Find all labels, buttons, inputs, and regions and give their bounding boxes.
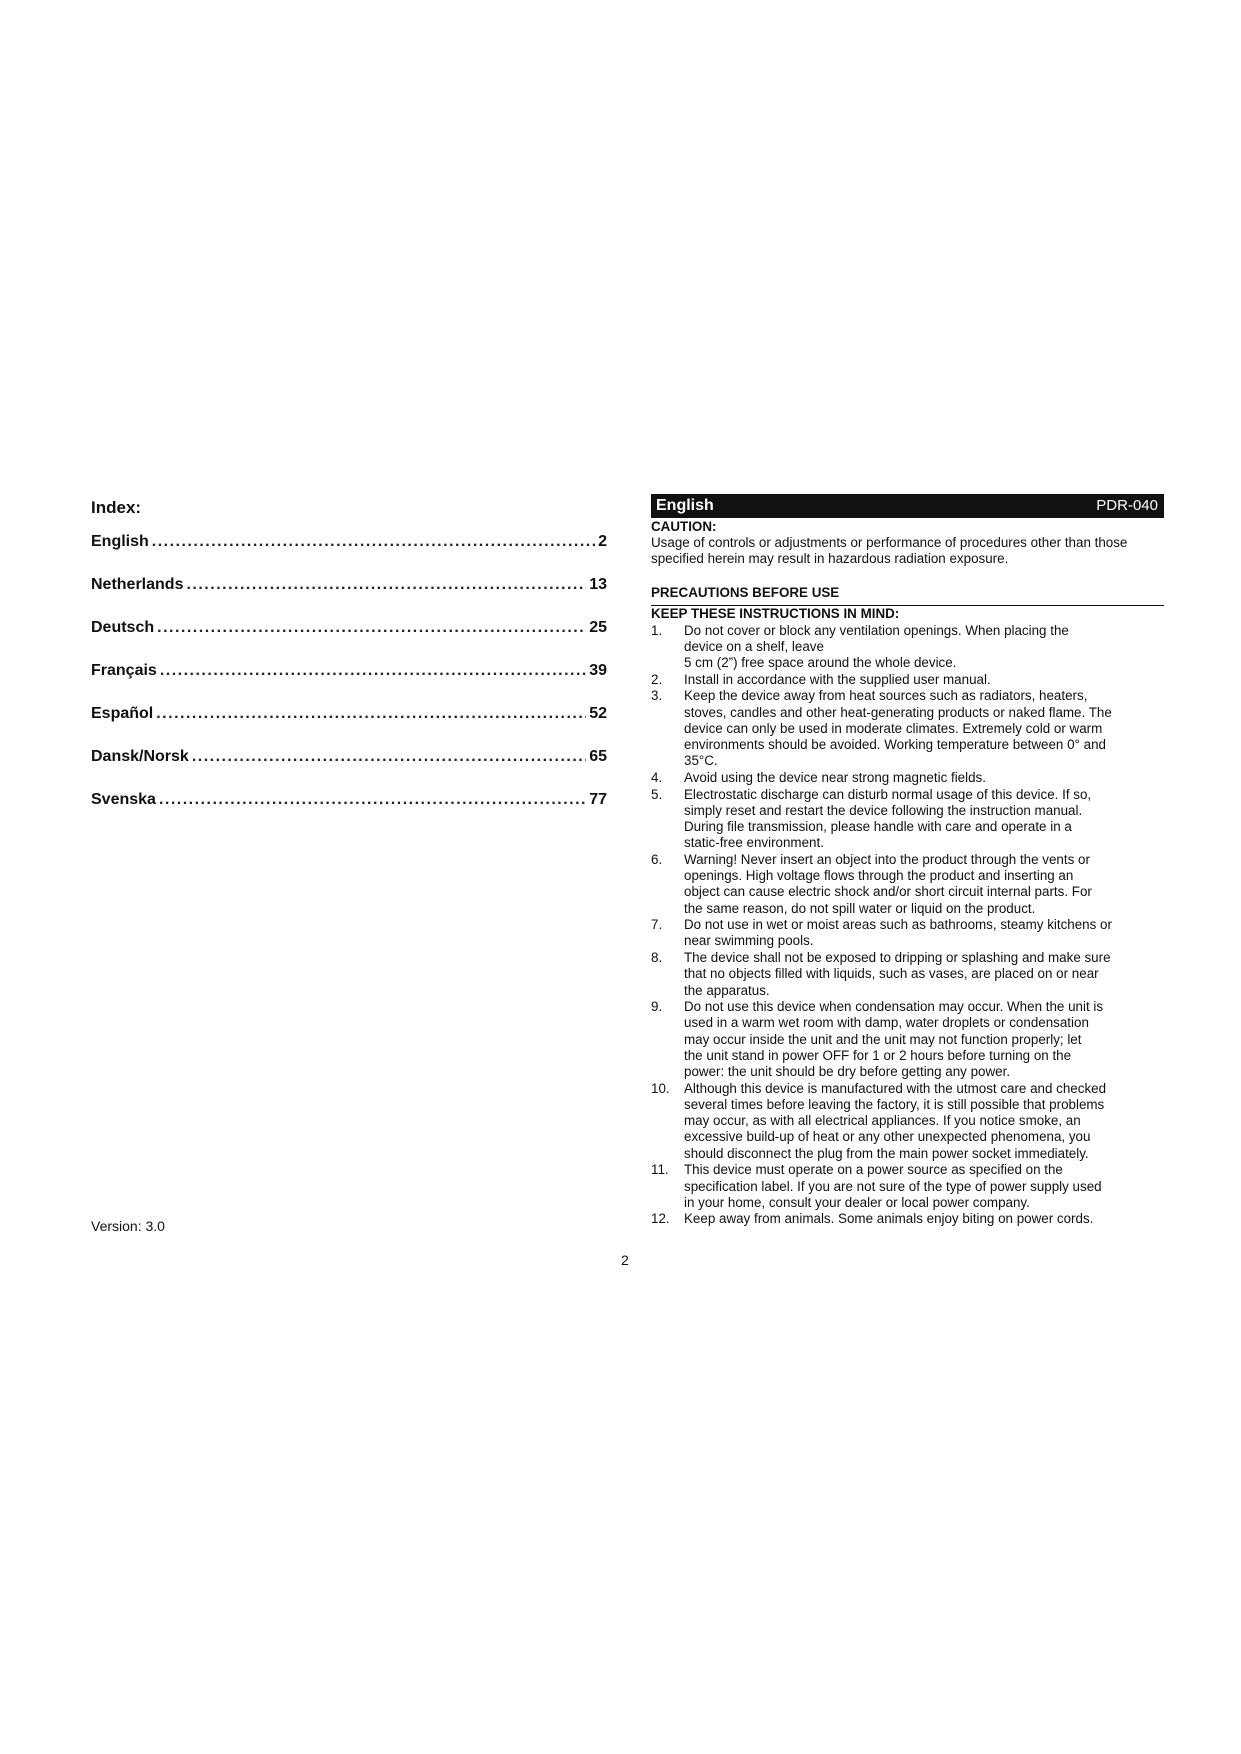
toc-label: Français bbox=[91, 662, 157, 679]
index-panel bbox=[91, 496, 607, 832]
list-item bbox=[651, 770, 1164, 786]
toc-page-number: 13 bbox=[589, 576, 607, 593]
item-number: 2. bbox=[651, 671, 663, 687]
toc-entry-espanol[interactable] bbox=[91, 703, 607, 746]
toc-leader-dots bbox=[156, 703, 586, 725]
toc-leader-dots bbox=[192, 746, 586, 768]
item-text: Do not use this device when condensation may occur. When the unit is used in a warm wet room with damp, water droplets or condensation may occur inside the unit and the unit may not function properly; let the unit stand in power OFF for 1 or 2 hours before turning on the power: the unit should be dry before getting any power. bbox=[684, 999, 1104, 1080]
list-item bbox=[651, 950, 1164, 999]
toc-leader-dots bbox=[160, 660, 586, 682]
list-item bbox=[651, 1211, 1164, 1227]
header-model-number: PDR-040 bbox=[1096, 496, 1158, 514]
precautions-title: PRECAUTIONS BEFORE USE bbox=[651, 584, 840, 600]
list-item bbox=[651, 852, 1164, 917]
toc-label: English bbox=[91, 533, 149, 550]
toc-label: Netherlands bbox=[91, 576, 184, 593]
item-text: Warning! Never insert an object into the product through the vents or openings. High voltage flows through the product and inserting an object can cause electric shock and/or short circuit internal parts. For the same reason, do not spill water or liquid on the product. bbox=[684, 851, 1092, 916]
list-item bbox=[651, 623, 1164, 672]
toc-leader-dots bbox=[152, 531, 595, 553]
toc-page-number: 52 bbox=[589, 705, 607, 722]
item-number: 4. bbox=[651, 769, 663, 785]
item-number: 9. bbox=[651, 999, 663, 1015]
toc-entry-svenska[interactable] bbox=[91, 789, 607, 832]
item-number: 3. bbox=[651, 688, 663, 704]
item-text: This device must operate on a power source as specified on the specification label. If you are not sure of the type of power supply used in your home, consult your dealer or local power company. bbox=[684, 1162, 1102, 1210]
toc-label: Svenska bbox=[91, 791, 156, 808]
caution-text: Usage of controls or adjustments or performance of procedures other than those specified herein may result in hazardous radiation exposure. bbox=[651, 535, 1128, 567]
item-text: Do not use in wet or moist areas such as bathrooms, steamy kitchens or near swimming pools. bbox=[684, 917, 1112, 949]
toc-entry-deutsch[interactable] bbox=[91, 617, 607, 660]
item-number: 10. bbox=[651, 1080, 670, 1096]
english-section bbox=[651, 494, 1164, 1228]
toc-page-number: 77 bbox=[589, 791, 607, 808]
toc-entry-francais[interactable] bbox=[91, 660, 607, 703]
toc-leader-dots bbox=[157, 617, 586, 639]
toc-label: Dansk/Norsk bbox=[91, 748, 189, 765]
list-item bbox=[651, 672, 1164, 688]
precautions-list bbox=[651, 623, 1164, 1228]
item-number: 1. bbox=[651, 622, 663, 638]
version-label: Version: 3.0 bbox=[91, 1218, 165, 1234]
list-item bbox=[651, 1162, 1164, 1211]
toc-page-number: 25 bbox=[589, 619, 607, 636]
list-item bbox=[651, 917, 1164, 949]
item-number: 7. bbox=[651, 917, 663, 933]
precautions-subtitle: KEEP THESE INSTRUCTIONS IN MIND: bbox=[651, 605, 1164, 621]
item-text: Keep the device away from heat sources such as radiators, heaters, stoves, candles and other heat-generating products or naked flame. The device can only be used in moderate climates. Extremely cold or warm environments should be avoided. Working temperature between 0° and 35°C. bbox=[684, 688, 1112, 769]
toc-entry-dansk-norsk[interactable] bbox=[91, 746, 607, 789]
toc-leader-dots bbox=[186, 574, 586, 596]
item-text: Keep away from animals. Some animals enjoy biting on power cords. bbox=[684, 1211, 1094, 1227]
item-text: Electrostatic discharge can disturb normal usage of this device. If so, simply reset and restart the device following the instruction manual. During file transmission, please handle with care and operate in a static-free environment. bbox=[684, 786, 1092, 851]
item-text: Avoid using the device near strong magnetic fields. bbox=[684, 769, 986, 785]
toc-page-number: 65 bbox=[589, 748, 607, 765]
table-of-contents bbox=[91, 531, 607, 832]
toc-leader-dots bbox=[159, 789, 586, 811]
item-number: 8. bbox=[651, 950, 663, 966]
list-item bbox=[651, 787, 1164, 852]
list-item bbox=[651, 999, 1164, 1080]
list-item bbox=[651, 1081, 1164, 1162]
toc-page-number: 2 bbox=[598, 533, 607, 550]
item-number: 11. bbox=[651, 1162, 669, 1178]
list-item bbox=[651, 688, 1164, 769]
item-text: Do not cover or block any ventilation openings. When placing the device on a shelf, leave 5 cm (2”) free space around the whole device. bbox=[684, 622, 1069, 671]
item-text: Install in accordance with the supplied user manual. bbox=[684, 671, 991, 687]
page-number: 2 bbox=[621, 1252, 629, 1268]
item-text: Although this device is manufactured with the utmost care and checked several times before leaving the factory, it is still possible that problems may occur, as with all electrical appliances. If you notice smoke, an excessive build-up of heat or any other unexpected phenomena, you should disconnect the plug from the main power socket immediately. bbox=[684, 1080, 1107, 1161]
caution-title: CAUTION: bbox=[651, 519, 717, 534]
toc-label: Español bbox=[91, 705, 154, 722]
index-title: Index: bbox=[91, 498, 142, 517]
section-header-bar bbox=[651, 494, 1164, 518]
item-number: 6. bbox=[651, 851, 663, 867]
item-number: 5. bbox=[651, 786, 663, 802]
item-number: 12. bbox=[651, 1211, 670, 1227]
toc-entry-netherlands[interactable] bbox=[91, 574, 607, 617]
toc-page-number: 39 bbox=[589, 662, 607, 679]
toc-entry-english[interactable] bbox=[91, 531, 607, 574]
header-language: English bbox=[656, 496, 714, 514]
toc-label: Deutsch bbox=[91, 619, 155, 636]
item-text: The device shall not be exposed to dripping or splashing and make sure that no objects filled with liquids, such as vases, are placed on or near the apparatus. bbox=[684, 950, 1111, 998]
